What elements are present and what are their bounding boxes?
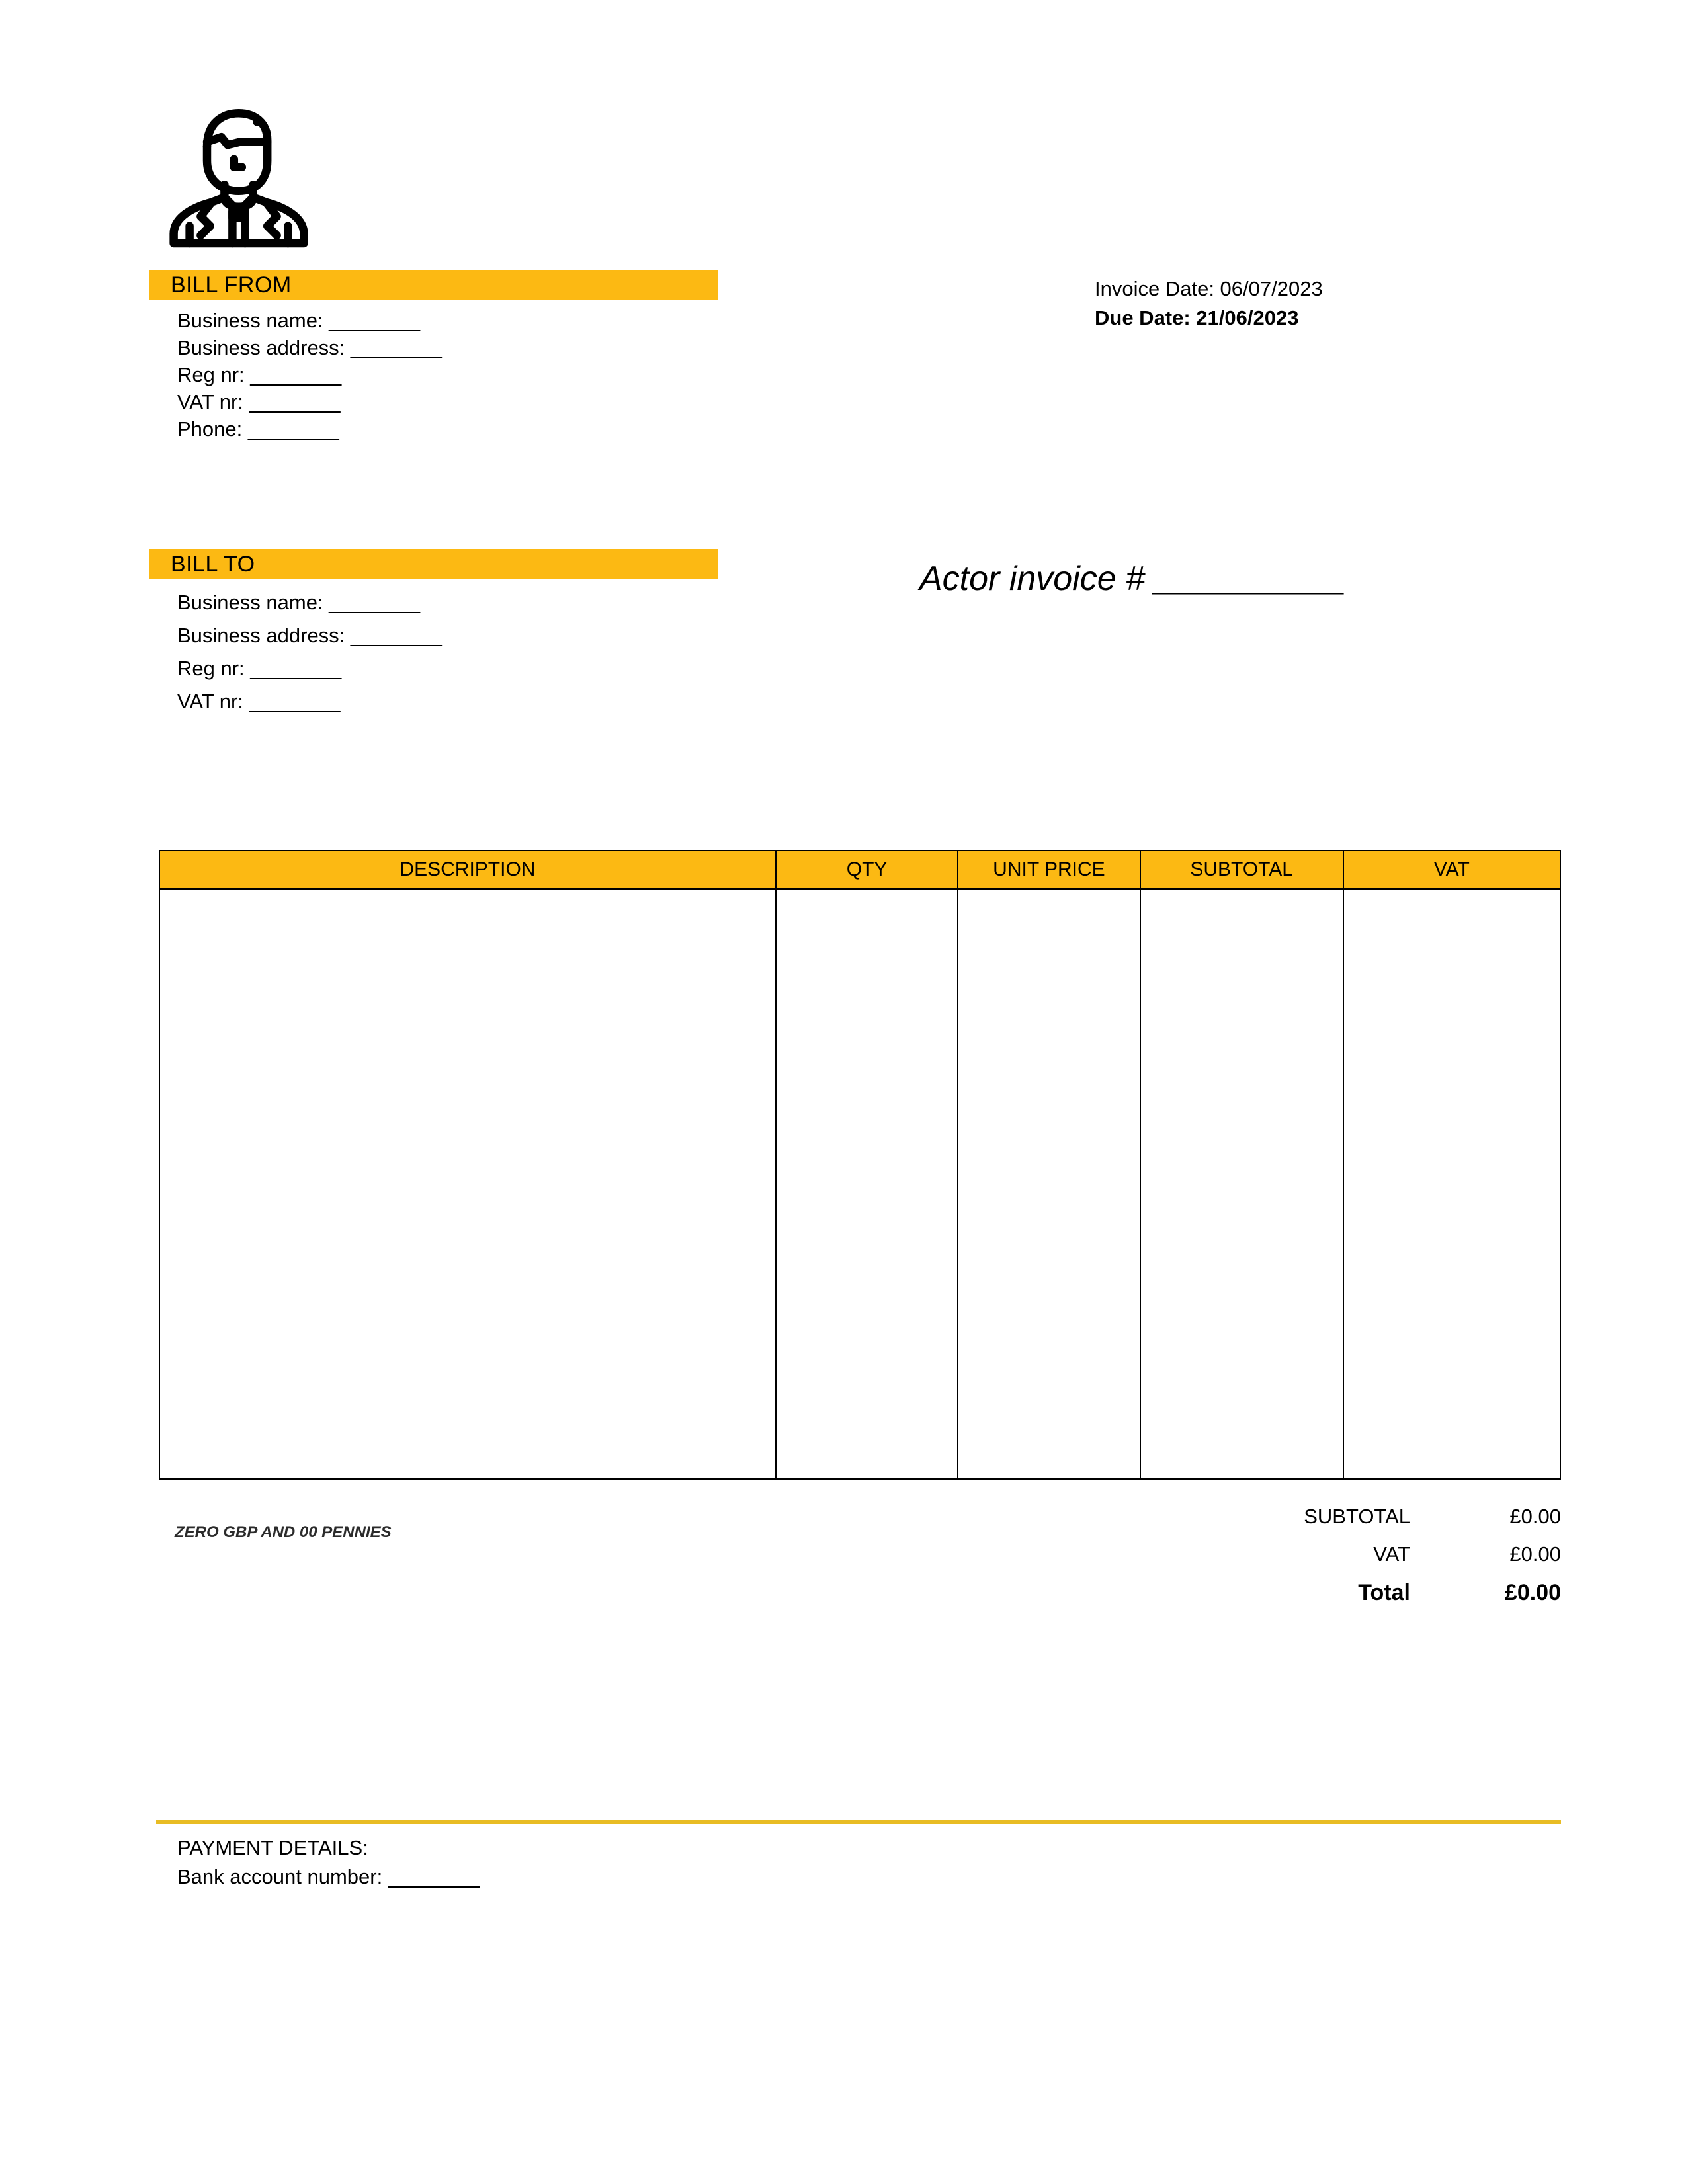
footer-divider [156,1820,1561,1824]
cell-qty[interactable] [776,889,958,1479]
bill-from-heading: BILL FROM [171,273,292,298]
bill-from-field-reg-nr: Reg nr: ________ [177,363,342,386]
bill-from-field-phone: Phone: ________ [177,417,339,441]
column-header-unit-price: UNIT PRICE [958,851,1140,889]
totals-row-vat [1111,1542,1561,1580]
payment-details-bank-account: Bank account number: ________ [177,1865,480,1888]
table-header-row [159,851,1560,889]
total-value: £0.00 [1504,1580,1561,1605]
table-row [159,889,1560,1479]
column-header-qty: QTY [776,851,958,889]
column-header-description: DESCRIPTION [159,851,776,889]
bill-to-field-business-name: Business name: ________ [177,591,421,614]
totals-row-subtotal [1111,1505,1561,1542]
bill-to-field-vat-nr: VAT nr: ________ [177,690,341,713]
subtotal-value: £0.00 [1509,1505,1561,1528]
actor-person-bowtie-icon [156,93,321,251]
bill-to-header-bar [149,549,718,579]
bill-from-header-bar [149,270,718,300]
due-date: Due Date: 21/06/2023 [1095,306,1299,329]
vat-value: £0.00 [1509,1542,1561,1566]
bill-from-field-business-name: Business name: ________ [177,309,421,332]
subtotal-label: SUBTOTAL [1304,1505,1410,1528]
amount-in-words: ZERO GBP AND 00 PENNIES [175,1523,392,1541]
cell-unit-price[interactable] [958,889,1140,1479]
vat-label: VAT [1373,1542,1410,1566]
invoice-title: Actor invoice # __________ [919,560,1346,598]
invoice-date: Invoice Date: 06/07/2023 [1095,277,1323,300]
payment-details [177,1833,480,1892]
bill-to-field-business-address: Business address: ________ [177,624,442,647]
column-header-vat: VAT [1343,851,1560,889]
bill-from-field-business-address: Business address: ________ [177,336,442,359]
payment-details-heading: PAYMENT DETAILS: [177,1836,368,1859]
cell-subtotal[interactable] [1140,889,1343,1479]
bill-to-fields [177,586,442,718]
invoice-dates [1095,274,1323,333]
bill-from-field-vat-nr: VAT nr: ________ [177,390,341,413]
column-header-subtotal: SUBTOTAL [1140,851,1343,889]
totals-row-total [1111,1580,1561,1618]
bill-to-heading: BILL TO [171,552,255,577]
totals-block [1111,1505,1561,1618]
cell-description[interactable] [159,889,776,1479]
bill-to-field-reg-nr: Reg nr: ________ [177,657,342,680]
bill-from-fields [177,307,442,442]
total-label: Total [1358,1580,1410,1605]
cell-vat[interactable] [1343,889,1560,1479]
line-items-table [159,850,1561,1480]
